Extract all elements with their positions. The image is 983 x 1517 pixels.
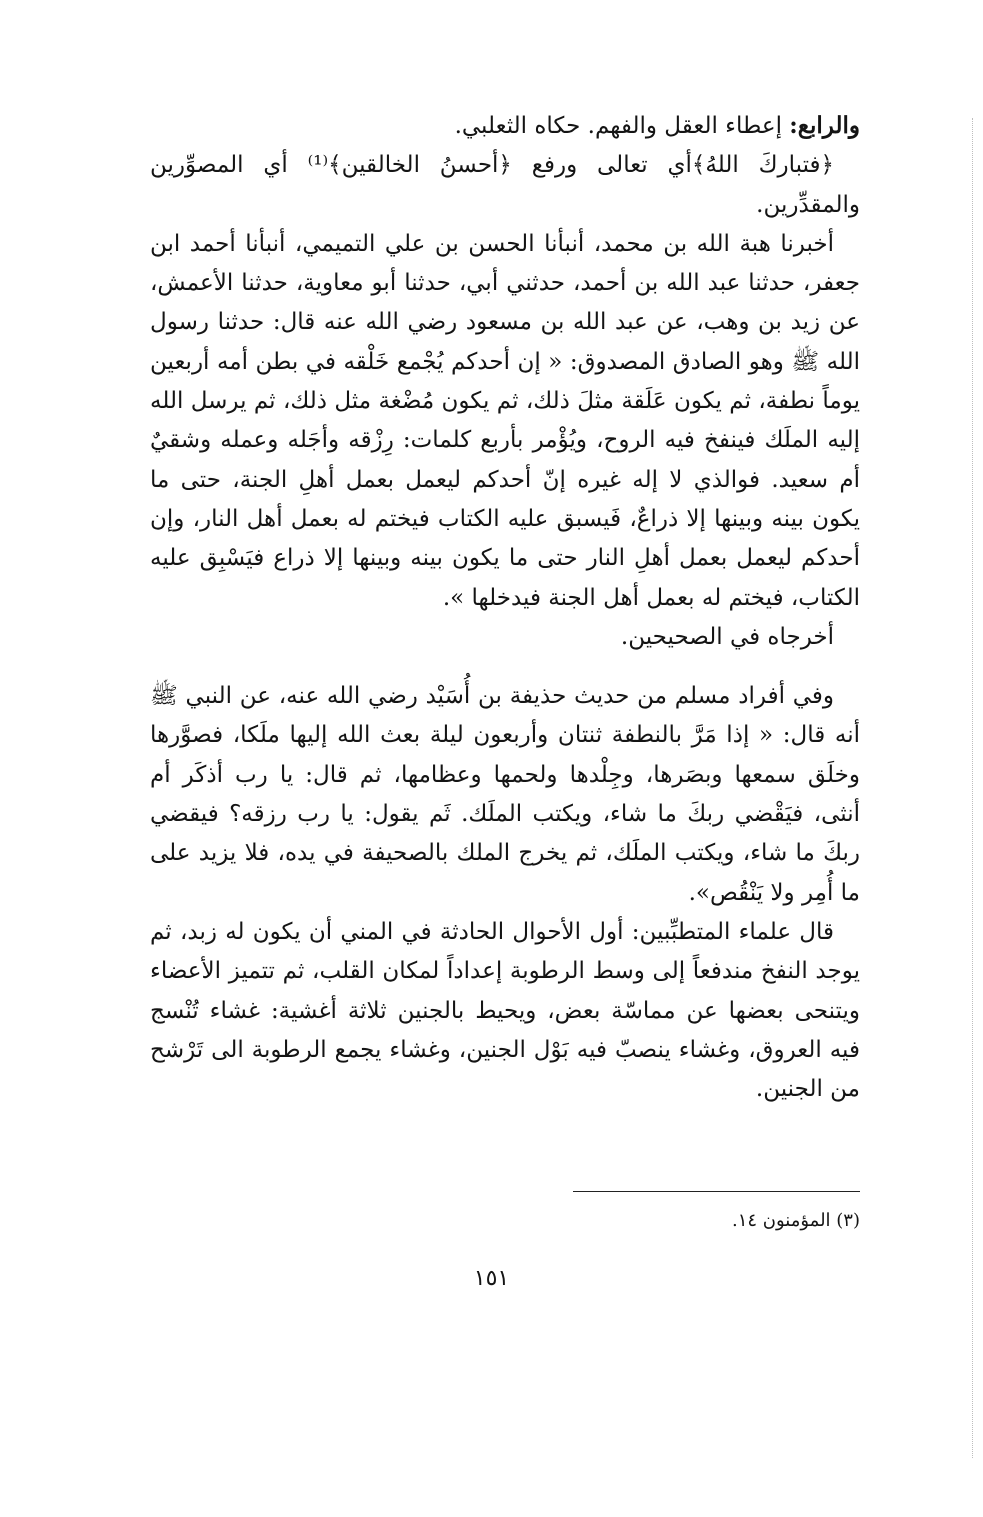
footnote-divider bbox=[573, 1191, 860, 1192]
footnote: (٣) المؤمنون ١٤. bbox=[731, 1210, 860, 1231]
paragraph-hadith-hudhayfa: وفي أفراد مسلم من حديث حذيفة بن أُسَيْد رضي الله عنه، عن النبي ﷺ أنه قال: « إذا مَرَّ بالنطفة ثنتان وأربعون ليلة بعث الله إليها ملَكا، فصوَّرها وخلَق سمعها وبصَرها، وجِلْدها ولحمها وعظامها، ثم قال: يا رب أذكَر أم أنثى، فيَقْضي ربكَ ما شاء، ويكتب الملَك. ثَم يقول: يا رب رزقه؟ فيقضي ربكَ ما شاء، ويكتب الملَك، ثم يخرج الملك بالصحيفة في يده، فلا يزيد على ما أُمِر ولا يَنْقُص». bbox=[150, 683, 860, 906]
page-number: ١٥١ bbox=[473, 1266, 510, 1291]
paragraph-text: إعطاء العقل والفهم. حكاه الثعلبي. bbox=[454, 113, 790, 139]
page-binding-edge bbox=[972, 118, 973, 1458]
paragraph-lead-word: والرابع: bbox=[789, 112, 860, 139]
paragraph-quran-verse: ﴿فتباركَ اللهُ﴾أي تعالى ورفع ﴿أحسنُ الخالقين﴾⁽¹⁾ أي المصوِّرين والمقدِّرين. bbox=[150, 152, 860, 218]
paragraph-physicians: قال علماء المتطبِّبين: أول الأحوال الحادثة في المني أن يكون له زبد، ثم يوجد النفخ مندفعاً إلى وسط الرطوبة إعداداً لمكان القلب، ثم تتميز الأعضاء ويتنحى بعضها عن مماسّة بعض، ويحيط بالجنين ثلاثة أغشية: غشاء تُنْسج فيه العروق، وغشاء ينصبّ فيه بَوْل الجنين، وغشاء يجمع الرطوبة الى تَرْشح من الجنين. bbox=[150, 918, 860, 1103]
paragraph-sahihayn-note: أخرجاه في الصحيحين. bbox=[620, 623, 834, 650]
paragraph-gap bbox=[150, 657, 860, 677]
paragraph-hadith-ibn-masud: أخبرنا هبة الله بن محمد، أنبأنا الحسن بن علي التميمي، أنبأنا أحمد ابن جعفر، حدثنا عبد الله بن أحمد، حدثني أبي، حدثنا أبو معاوية، حدثنا الأعمش، عن زيد بن وهب، عن عبد الله بن مسعود رضي الله عنه قال: حدثنا رسول الله ﷺ وهو الصادق المصدوق: « إن أحدكم يُجْمع خَلْقه في بطن أمه أربعين يوماً نطفة، ثم يكون عَلَقة مثلَ ذلك، ثم يكون مُضْغة مثل ذلك، ثم يرسل الله إليه الملَك فينفخ فيه الروح، ويُؤْمر بأربع كلمات: رِزْقه وأجَله وعمله وشقيٌ أم سعيد. فوالذي لا إله غيره إنّ أحدكم ليعمل بعمل أهلِ الجنة، حتى ما يكون بينه وبينها إلا ذراعٌ، فَيسبق عليه الكتاب فيختم له بعمل أهل النار، وإن أحدكم ليعمل بعمل أهلِ النار حتى ما يكون بينه وبينها إلا ذراع فيَسْبِق عليه الكتاب، فيختم له بعمل أهل الجنة فيدخلها ». bbox=[150, 230, 860, 611]
paragraph-fourth-meaning bbox=[150, 106, 860, 146]
main-text bbox=[150, 106, 860, 1109]
